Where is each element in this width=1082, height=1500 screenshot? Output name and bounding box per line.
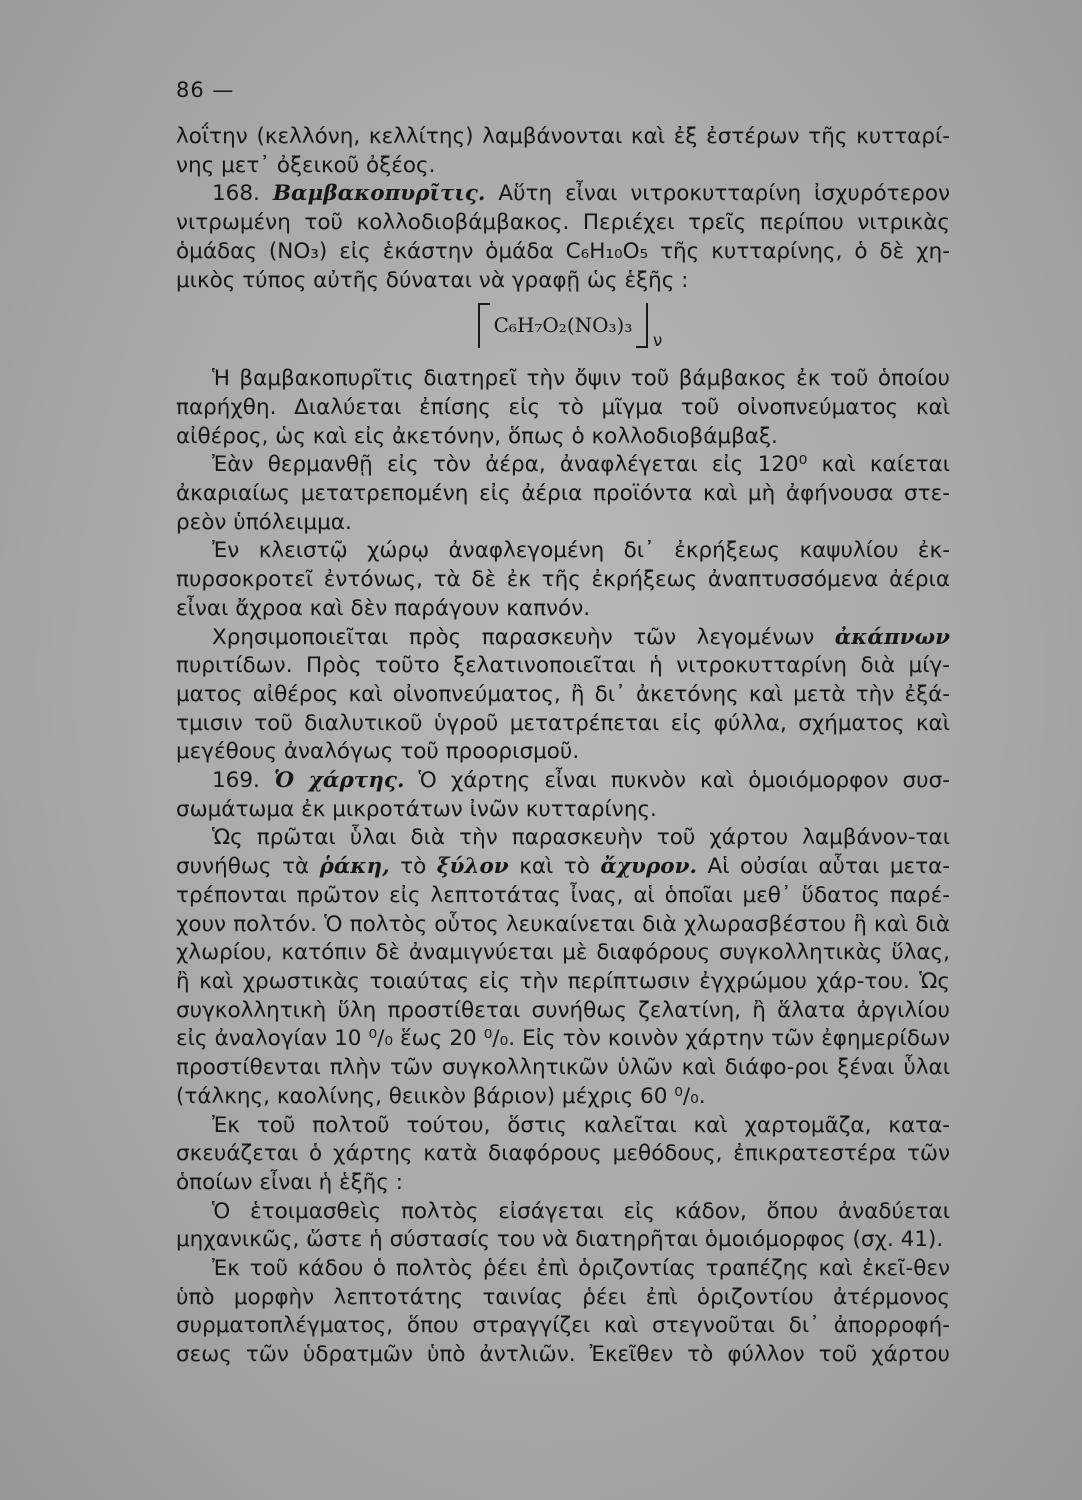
italic-term: ἄχυρον. (600, 854, 698, 880)
chemical-formula-block (176, 295, 950, 365)
text-run: Χρησιμοποιεῖται πρὸς παρασκευὴν τῶν λεγομένων (212, 624, 815, 650)
section-body: Αὕτη εἶναι νιτροκυτταρίνη ἰσχυρότερον νιτρωμένη τοῦ κολλοδιοβάμβακος. Περιέχει τρεῖς περίπου νιτρικὰς ὁμάδας (NO₃) εἰς ἑκάστην ὁμάδα C₆H₁₀O₅ τῆς κυτταρίνης, ὁ δὲ χη-μικὸς τύπος αὐτῆς δύναται νὰ γραφῇ ὡς ἑξῆς : (176, 181, 951, 293)
italic-term: ξύλον (436, 854, 509, 880)
text-run: καὶ τὸ (519, 854, 590, 880)
section-number: 168. (212, 181, 260, 207)
paragraph: Ὁ ἑτοιμασθεὶς πολτὸς εἰσάγεται εἰς κάδον, ὅπου ἀναδύεται μηχανικῶς, ὥστε ἡ σύστασίς του νὰ διατηρῆται ὁμοιόμορφος (σχ. 41). (176, 1198, 950, 1253)
page-number: 86 — (176, 78, 235, 102)
paragraph (176, 824, 950, 1111)
section-title: Βαμβακοπυρῖτις. (272, 181, 486, 207)
text-run: τὸ (400, 854, 427, 880)
italic-term: ἀκάπνων (834, 624, 950, 650)
italic-term: ῥάκη, (319, 854, 390, 880)
text-run: πυριτίδων. Πρὸς τοῦτο ξελατινοποιεῖται ἡ νιτροκυτταρίνη διὰ μίγ-ματος αἰθέρος καὶ οἰνοπνεύματος, ἢ δι᾽ ἀκετόνης καὶ μετὰ τὴν ἐξά-τμισιν τοῦ διαλυτικοῦ ὑγροῦ μετατρέπεται εἰς φύλλα, σχήματος καὶ μεγέθους ἀναλόγως τοῦ προορισμοῦ. (176, 653, 950, 765)
formula-subscript: ν (652, 331, 663, 352)
paragraph (176, 624, 950, 768)
section-body: Ὁ χάρτης εἶναι πυκνὸν καὶ ὁμοιόμορφον συσ-σωμάτωμα ἐκ μικροτάτων ἰνῶν κυτταρίνης. (176, 768, 950, 822)
section-number: 169. (212, 768, 260, 794)
paragraph: Ἐν κλειστῷ χώρῳ ἀναφλεγομένη δι᾽ ἐκρήξεως καψυλίου ἐκ-πυρσοκροτεῖ ἐντόνως, τὰ δὲ ἐκ τῆς ἐκρήξεως ἀναπτυσσόμενα ἀέρια εἶναι ἄχροα καὶ δὲν παράγουν καπνόν. (176, 538, 950, 621)
page-text (176, 123, 950, 1370)
paragraph: Ἐὰν θερμανθῇ εἰς τὸν ἀέρα, ἀναφλέγεται εἰς 120⁰ καὶ καίεται ἀκαριαίως μετατρεπομένη εἰς ἀέρια προϊόντα καὶ μὴ ἀφήνουσα στε-ρεὸν ὑπόλειμμα. (176, 452, 950, 535)
chemical-formula (478, 303, 663, 352)
section-168 (176, 180, 950, 295)
paragraph: Ἐκ τοῦ πολτοῦ τούτου, ὅστις καλεῖται καὶ χαρτομᾶζα, κατα-σκευάζεται ὁ χάρτης κατὰ διαφόρους μεθόδους, ἐπικρατεστέρα τῶν ὁποίων εἶναι ἡ ἑξῆς : (176, 1112, 950, 1195)
text-run: Ὡς πρῶται ὗλαι διὰ τὴν παρασκευὴν τοῦ χάρτου λαμβάνον-ται συνήθως τὰ (176, 825, 950, 880)
formula-text: C₆H₇O₂(NO₃)₃ (493, 313, 633, 338)
section-169 (176, 767, 950, 824)
paragraph: Ἐκ τοῦ κάδου ὁ πολτὸς ῥέει ἐπὶ ὁριζοντίας τραπέζης καὶ ἐκεῖ-θεν ὑπὸ μορφὴν λεπτοτάτης ταινίας ῥέει ἐπὶ ὁριζοντίου ἀτέρμονος συρματοπλέγματος, ὅπου στραγγίζει καὶ στεγνοῦται δι᾽ ἀπορροφή-σεως τῶν ὑδρατμῶν ὑπὸ ἀντλιῶν. Ἐκεῖθεν τὸ φύλλον τοῦ χάρτου (176, 1256, 950, 1368)
text-run: Αἱ οὐσίαι αὗται μετα-τρέπονται πρῶτον εἰς λεπτοτάτας ἶνας, αἱ ὁποῖαι μεθ᾽ ὕδατος παρέ-χουν πολτόν. Ὁ πολτὸς οὗτος λευκαίνεται διὰ χλωρασβέστου ἢ καὶ διὰ χλωρίου, κατόπιν δὲ ἀναμιγνύεται μὲ διαφόρους συγκολλητικὰς ὕλας, ἢ καὶ χρωστικὰς τοιαύτας εἰς τὴν περίπτωσιν ἐγχρώμου χάρ-του. Ὡς συγκολλητικὴ ὕλη προστίθεται συνήθως ζελατίνη, ἢ ἅλατα ἀργιλίου εἰς ἀναλογίαν 10 ⁰/₀ ἕως 20 ⁰/₀. Εἰς τὸν κοινὸν χάρτην τῶν ἐφημερίδων προστίθενται πλὴν τῶν συγκολλητικῶν ὑλῶν καὶ διάφο-ροι ξέναι ὗλαι (τάλκης, καολίνης, θειικὸν βάριον) μέχρις 60 ⁰/₀. (176, 854, 951, 1109)
section-title: Ὁ χάρτης. (273, 768, 405, 794)
paragraph: Ἡ βαμβακοπυρῖτις διατηρεῖ τὴν ὄψιν τοῦ βάμβακος ἐκ τοῦ ὁποίου παρήχθη. Διαλύεται ἐπίσης εἰς τὸ μῖγμα τοῦ οἰνοπνεύματος καὶ αἰθέρος, ὡς καὶ εἰς ἀκετόνην, ὅπως ὁ κολλοδιοβάμβαξ. (176, 366, 950, 449)
paragraph: λοΐτην (κελλόνη, κελλίτης) λαμβάνονται καὶ ἐξ ἐστέρων τῆς κυτταρί-νης μετ᾽ ὀξεικοῦ ὀξέος. (176, 124, 950, 178)
